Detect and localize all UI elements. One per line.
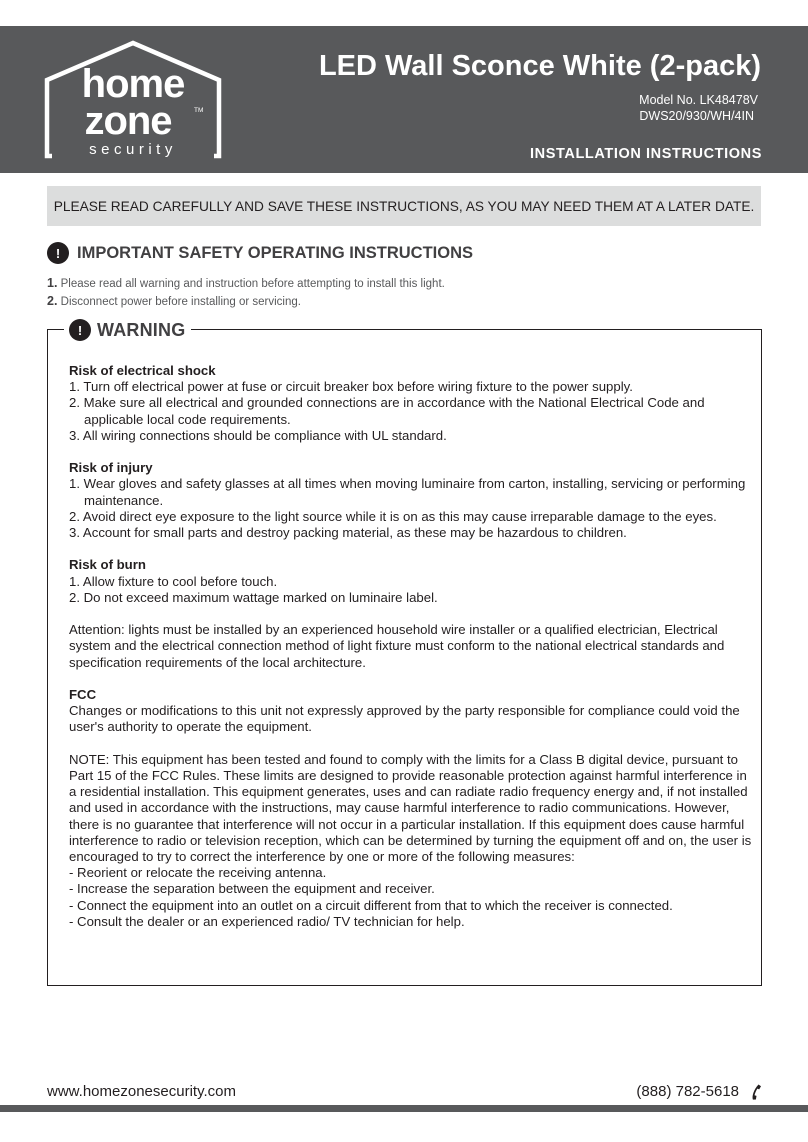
- section-heading: Risk of electrical shock: [69, 363, 216, 378]
- header-banner: [0, 26, 808, 173]
- list-text: Please read all warning and instruction before attempting to install this light.: [60, 278, 445, 290]
- section-heading: Risk of injury: [69, 460, 153, 476]
- section-electrical-shock: [69, 363, 754, 444]
- exclamation-icon: !: [69, 319, 91, 341]
- list-item: 2. Do not exceed maximum wattage marked on luminaire label.: [69, 589, 438, 605]
- safety-heading: [47, 242, 473, 264]
- home-zone-logo: [44, 40, 222, 160]
- model-code: DWS20/930/WH/4IN: [639, 109, 754, 123]
- notice-bar: [47, 186, 761, 226]
- list-item: 2. Make sure all electrical and grounded connections are in accordance with the National Electrical Code and applicable local code requirements.: [69, 395, 705, 427]
- list-item: 1. Wear gloves and safety glasses at all times when moving luminaire from carton, installing, servicing or performing maintenance.: [69, 476, 746, 508]
- list-item: 1. Turn off electrical power at fuse or circuit breaker box before wiring fixture to the power supply.: [69, 379, 633, 395]
- warning-body: [69, 363, 754, 930]
- footer-bar: [0, 1105, 808, 1112]
- list-item: [47, 293, 445, 311]
- svg-text:home: home: [81, 62, 185, 106]
- safety-heading-text: IMPORTANT SAFETY OPERATING INSTRUCTIONS: [77, 243, 474, 262]
- section-fcc: [69, 687, 754, 736]
- section-injury: [69, 460, 754, 541]
- website-link[interactable]: www.homezonesecurity.com: [47, 1083, 236, 1100]
- section-burn: [69, 557, 754, 606]
- section-heading: FCC: [69, 687, 97, 702]
- installation-instructions-label: INSTALLATION INSTRUCTIONS: [530, 146, 762, 162]
- list-item: [47, 275, 445, 293]
- notice-text: PLEASE READ CAREFULLY AND SAVE THESE INSTRUCTIONS, AS YOU MAY NEED THEM AT A LATER DATE.: [53, 198, 755, 214]
- measure-item: - Connect the equipment into an outlet on a circuit different from that to which the receiver is connected.: [69, 897, 673, 913]
- exclamation-icon: !: [47, 242, 69, 264]
- list-text: Disconnect power before installing or servicing.: [60, 295, 301, 308]
- list-item: 2. Avoid direct eye exposure to the light source while it is on as this may cause irreparable damage to the eyes.: [69, 508, 717, 524]
- attention-paragraph: Attention: lights must be installed by an experienced household wire installer or a qualified electrician, Electrical system and the electrical connection method of light fixture must conform to the national electrical standards and specification requirements of the local architecture.: [69, 622, 725, 670]
- section-heading: Risk of burn: [69, 557, 146, 573]
- fcc-paragraph: Changes or modifications to this unit not expressly approved by the party responsible for compliance could void the user's authority to operate the equipment.: [69, 703, 740, 735]
- list-item: 3. All wiring connections should be compliance with UL standard.: [69, 427, 447, 443]
- phone-number[interactable]: [636, 1083, 762, 1100]
- measure-item: - Increase the separation between the equipment and receiver.: [69, 881, 435, 897]
- svg-text:security: security: [89, 141, 177, 158]
- svg-text:TM: TM: [194, 107, 204, 114]
- measure-item: - Reorient or relocate the receiving antenna.: [69, 865, 327, 881]
- list-number: 1.: [47, 276, 58, 290]
- list-number: 2.: [47, 293, 58, 308]
- note-paragraph: NOTE: This equipment has been tested and found to comply with the limits for a Class B digital device, pursuant to Part 15 of the FCC Rules. These limits are designed to provide reasonable protection against harmful interference in a residential installation. This equipment generates, uses and can radiate radio frequency energy and, if not installed and used in accordance with the instructions, may cause harmful interference to radio communications. However, there is no guarantee that interference will not occur in a particular installation. If this equipment does cause harmful interference to radio or television reception, which can be determined by turning the equipment off and on, the user is encouraged to try to correct the interference by one or more of the following measures:: [69, 751, 752, 865]
- list-item: 1. Allow fixture to cool before touch.: [69, 573, 278, 589]
- svg-text:zone: zone: [84, 99, 172, 143]
- measure-item: - Consult the dealer or an experienced radio/ TV technician for help.: [69, 913, 465, 929]
- warning-title: [64, 319, 191, 341]
- phone-icon: [748, 1084, 762, 1100]
- document-title: LED Wall Sconce White (2-pack): [318, 50, 761, 82]
- warning-box: [47, 319, 762, 986]
- model-number: Model No. LK48478V: [639, 93, 758, 107]
- safety-list: [47, 275, 445, 310]
- warning-title-text: WARNING: [97, 319, 186, 340]
- section-note: [69, 752, 754, 930]
- list-item: 3. Account for small parts and destroy packing material, as these may be hazardous to children.: [69, 525, 627, 541]
- phone-number-text: (888) 782-5618: [636, 1083, 739, 1100]
